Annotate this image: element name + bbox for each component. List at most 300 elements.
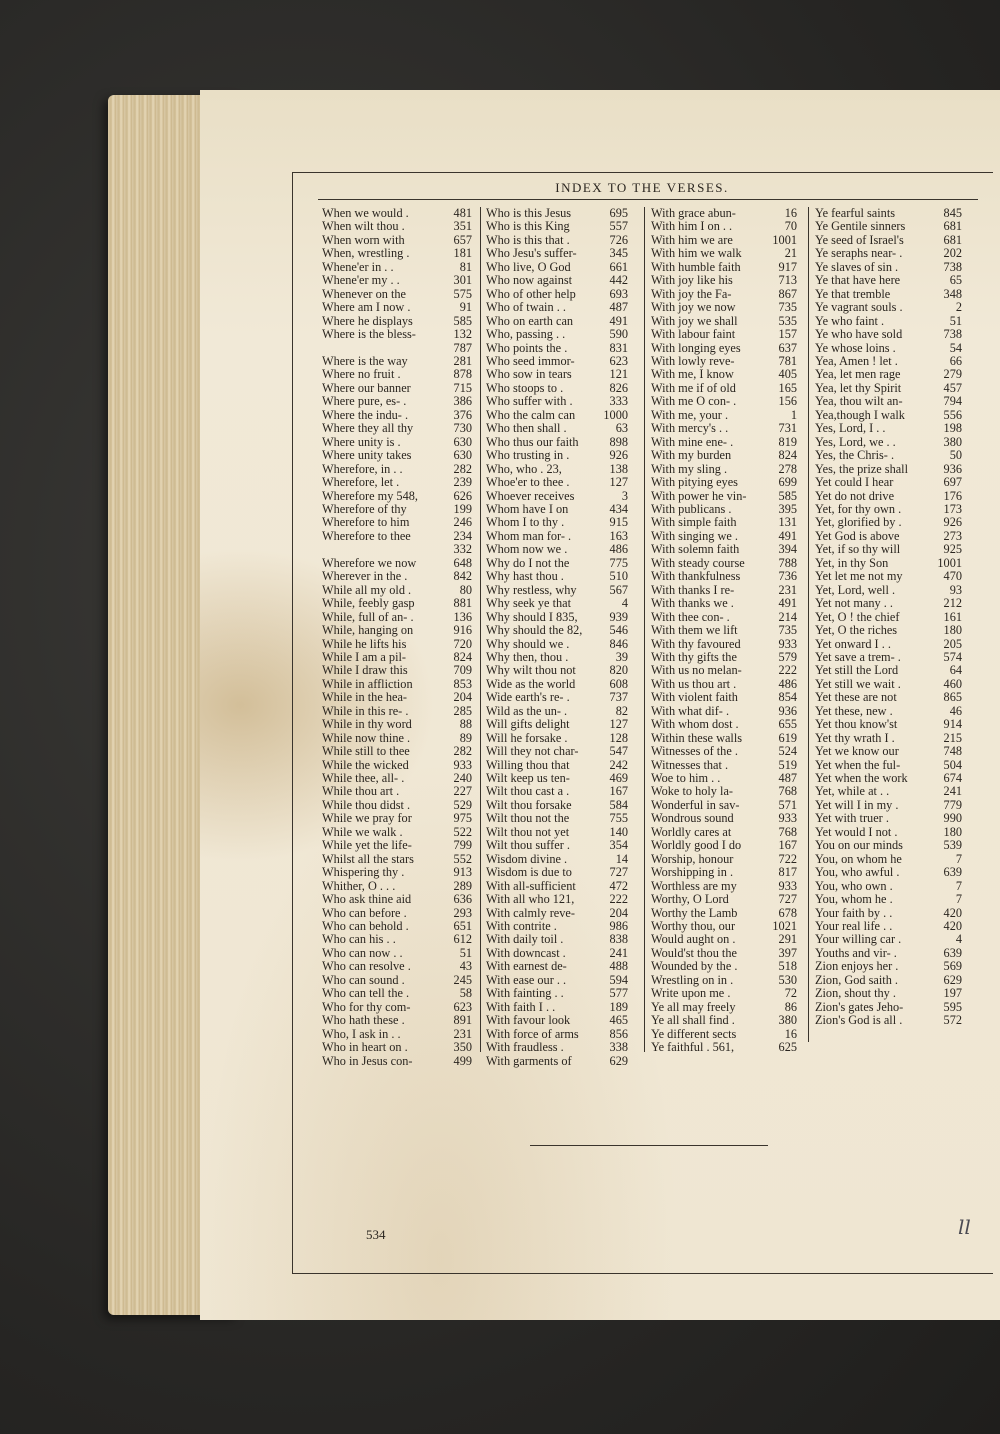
entry-number: 65: [949, 274, 962, 288]
entry-text: With us no melan-: [651, 664, 742, 678]
entry-number: 522: [453, 825, 472, 839]
entry-text: Write upon me .: [651, 987, 731, 1001]
entry-text: Worldly good I do: [651, 839, 742, 853]
entry-number: 1001: [772, 233, 797, 247]
index-entry: [815, 691, 962, 704]
entry-text: Whom now we .: [486, 543, 568, 557]
index-entry: [651, 624, 797, 637]
entry-text: With solemn faith: [651, 543, 740, 557]
entry-text: With violent faith: [651, 691, 738, 705]
entry-text: Ye seed of Israel's: [815, 233, 904, 247]
entry-number: 1000: [603, 408, 628, 422]
entry-number: 338: [609, 1041, 628, 1055]
entry-text: Yet, if so thy will: [815, 543, 901, 557]
entry-text: Yet with truer .: [815, 812, 889, 826]
entry-text: With thanks we .: [651, 597, 734, 611]
index-entry: [486, 288, 628, 301]
entry-number: 579: [778, 650, 797, 664]
index-entry: [486, 759, 628, 772]
entry-number: 161: [943, 610, 962, 624]
index-entry: [815, 987, 962, 1000]
index-entry: [815, 745, 962, 758]
entry-text: Yet, Lord, well .: [815, 583, 896, 597]
entry-text: With thy favoured: [651, 637, 741, 651]
entry-number: 469: [609, 772, 628, 786]
entry-number: 246: [453, 516, 472, 530]
entry-text: Whilst all the stars: [322, 852, 414, 866]
entry-number: 245: [453, 973, 472, 987]
entry-text: Who then shall .: [486, 422, 567, 436]
entry-number: 499: [453, 1054, 472, 1068]
pencil-mark: ll: [958, 1215, 971, 1239]
index-entry: [651, 974, 797, 987]
index-entry: [486, 920, 628, 933]
entry-number: 571: [778, 798, 797, 812]
entry-number: 612: [453, 933, 472, 947]
entry-text: Ye faithful . 561,: [651, 1041, 735, 1055]
index-entry: [322, 261, 472, 274]
index-entry: [651, 543, 797, 556]
index-column-2: [486, 207, 628, 1068]
index-entry: [322, 745, 472, 758]
index-entry: [486, 853, 628, 866]
index-entry: [651, 301, 797, 314]
entry-text: Why do I not the: [486, 556, 570, 570]
entry-number: 332: [453, 543, 472, 557]
entry-text: While now thine .: [322, 731, 411, 745]
entry-text: Yet, while at . .: [815, 785, 890, 799]
entry-number: 491: [778, 597, 797, 611]
entry-text: Worship, honour: [651, 852, 734, 866]
entry-text: Ye that tremble: [815, 287, 891, 301]
entry-number: 530: [778, 973, 797, 987]
entry-number: 735: [778, 624, 797, 638]
page-header: INDEX TO THE VERSES.: [555, 180, 729, 195]
entry-number: 242: [609, 758, 628, 772]
entry-text: Wherefore we now: [322, 556, 417, 570]
entry-text: With my burden: [651, 449, 732, 463]
entry-text: Who can before .: [322, 906, 407, 920]
entry-number: 21: [784, 247, 797, 261]
index-entry: [651, 516, 797, 529]
index-entry: [322, 220, 472, 233]
entry-number: 695: [609, 207, 628, 220]
index-entry: [815, 718, 962, 731]
index-entry: [486, 1028, 628, 1041]
entry-number: 131: [778, 516, 797, 530]
entry-number: 397: [778, 946, 797, 960]
entry-number: 198: [943, 422, 962, 436]
index-entry: [486, 436, 628, 449]
index-entry: [322, 288, 472, 301]
entry-number: 301: [453, 274, 472, 288]
entry-number: 524: [778, 745, 797, 759]
entry-text: Where pure, es- .: [322, 395, 407, 409]
index-entry: [815, 893, 962, 906]
index-entry: [322, 705, 472, 718]
entry-number: 291: [778, 933, 797, 947]
entry-number: 727: [778, 893, 797, 907]
index-entry: [815, 220, 962, 233]
entry-number: 136: [453, 610, 472, 624]
index-entry: [322, 759, 472, 772]
entry-text: Ye Gentile sinners: [815, 220, 906, 234]
entry-text: With daily toil .: [486, 933, 564, 947]
index-entry: [486, 234, 628, 247]
entry-text: Ye slaves of sin .: [815, 260, 899, 274]
index-entry: [322, 355, 472, 368]
entry-text: Worthy, O Lord: [651, 893, 729, 907]
entry-number: 165: [778, 381, 797, 395]
index-entry: [815, 880, 962, 893]
entry-number: 386: [453, 395, 472, 409]
index-entry: [322, 691, 472, 704]
entry-text: Yea, thou wilt an-: [815, 395, 903, 409]
index-entry: [486, 947, 628, 960]
entry-number: 70: [784, 220, 797, 234]
entry-text: Yes, the prize shall: [815, 462, 909, 476]
entry-number: 293: [453, 906, 472, 920]
index-entry: [322, 826, 472, 839]
index-entry: [651, 584, 797, 597]
entry-text: Woke to holy la-: [651, 785, 733, 799]
entry-number: 189: [609, 1000, 628, 1014]
entry-text: With joy we shall: [651, 314, 738, 328]
entry-text: Wilt thou suffer .: [486, 839, 570, 853]
entry-number: 794: [943, 395, 962, 409]
entry-number: 63: [615, 422, 628, 436]
entry-number: 738: [943, 328, 962, 342]
entry-number: 16: [784, 1027, 797, 1041]
index-entry: [322, 799, 472, 812]
entry-text: Yet these, new .: [815, 704, 893, 718]
entry-text: While yet the life-: [322, 839, 412, 853]
entry-text: With steady course: [651, 556, 745, 570]
entry-text: Zion, shout thy .: [815, 987, 896, 1001]
entry-text: Whene'er in . .: [322, 260, 394, 274]
entry-number: 651: [453, 920, 472, 934]
index-entry: [486, 557, 628, 570]
entry-number: 58: [459, 987, 472, 1001]
index-entry: [651, 785, 797, 798]
entry-text: Yes, Lord, I . .: [815, 422, 886, 436]
index-entry: [486, 651, 628, 664]
entry-text: Who the calm can: [486, 408, 576, 422]
entry-number: 720: [453, 637, 472, 651]
entry-text: Zion, God saith .: [815, 973, 898, 987]
entry-number: 678: [778, 906, 797, 920]
index-entry: [815, 355, 962, 368]
entry-text: When worn with: [322, 233, 405, 247]
entry-text: Wilt thou forsake: [486, 798, 572, 812]
entry-text: With him I on . .: [651, 220, 733, 234]
column-divider-3: [808, 207, 809, 1042]
index-entry: [815, 678, 962, 691]
index-entry: [322, 947, 472, 960]
entry-number: 546: [609, 624, 628, 638]
index-entry: [651, 234, 797, 247]
index-entry: [651, 718, 797, 731]
entry-number: 395: [778, 502, 797, 516]
entry-text: While, hanging on: [322, 624, 414, 638]
entry-text: Who live, O God: [486, 260, 571, 274]
entry-text: Ye fearful saints: [815, 207, 896, 220]
index-entry: [815, 705, 962, 718]
entry-text: Wonderful in sav-: [651, 798, 740, 812]
entry-text: With me, your .: [651, 408, 729, 422]
index-entry: [322, 638, 472, 651]
entry-text: With labour faint: [651, 328, 736, 342]
entry-number: 623: [453, 1000, 472, 1014]
entry-number: 39: [615, 650, 628, 664]
entry-number: 715: [453, 381, 472, 395]
entry-number: 914: [943, 718, 962, 732]
entry-number: 241: [609, 946, 628, 960]
entry-number: 51: [949, 314, 962, 328]
entry-number: 380: [778, 1014, 797, 1028]
entry-number: 629: [609, 1054, 628, 1068]
index-entry: [815, 960, 962, 973]
entry-number: 197: [943, 987, 962, 1001]
entry-text: Yet onward I . .: [815, 637, 891, 651]
index-entry: [486, 503, 628, 516]
entry-text: With grace abun-: [651, 207, 736, 220]
entry-number: 867: [778, 287, 797, 301]
index-entry: [486, 261, 628, 274]
entry-text: With joy we now: [651, 301, 736, 315]
entry-text: Yet, glorified by .: [815, 516, 902, 530]
entry-text: Yet when the ful-: [815, 758, 901, 772]
entry-number: 572: [943, 1014, 962, 1028]
entry-number: 222: [778, 664, 797, 678]
index-entry: [322, 1001, 472, 1014]
entry-text: Where our banner: [322, 381, 411, 395]
entry-number: 577: [609, 987, 628, 1001]
entry-text: Ye vagrant souls .: [815, 301, 903, 315]
index-entry: [651, 315, 797, 328]
entry-number: 127: [609, 718, 628, 732]
entry-number: 655: [778, 718, 797, 732]
index-entry: [815, 543, 962, 556]
index-entry: [815, 409, 962, 422]
index-entry: [651, 947, 797, 960]
entry-number: 926: [943, 516, 962, 530]
index-entry: [486, 907, 628, 920]
entry-number: 128: [609, 731, 628, 745]
entry-number: 817: [778, 866, 797, 880]
entry-number: 557: [609, 220, 628, 234]
entry-text: While thee, all- .: [322, 772, 405, 786]
index-entry: [815, 557, 962, 570]
index-entry: [815, 463, 962, 476]
entry-number: 348: [943, 287, 962, 301]
index-entry: [651, 920, 797, 933]
entry-number: 350: [453, 1041, 472, 1055]
index-entry: [322, 382, 472, 395]
entry-text: With me O con- .: [651, 395, 737, 409]
index-entry: [322, 1014, 472, 1027]
entry-number: 376: [453, 408, 472, 422]
index-entry: [651, 261, 797, 274]
entry-text: Yet thou know'st: [815, 718, 898, 732]
entry-text: Ye different sects: [651, 1027, 737, 1041]
index-entry: [486, 933, 628, 946]
entry-text: Yet, O ! the chief: [815, 610, 900, 624]
entry-number: 639: [943, 866, 962, 880]
index-entry: [486, 382, 628, 395]
index-entry: [486, 705, 628, 718]
entry-text: Yet still the Lord: [815, 664, 899, 678]
entry-text: With thee con- .: [651, 610, 730, 624]
entry-number: 81: [459, 260, 472, 274]
index-entry: [322, 476, 472, 489]
index-entry: [815, 530, 962, 543]
entry-number: 681: [943, 220, 962, 234]
entry-text: While we walk .: [322, 825, 403, 839]
entry-number: 163: [609, 529, 628, 543]
entry-text: You, who own .: [815, 879, 893, 893]
entry-number: 180: [943, 825, 962, 839]
index-entry: [486, 785, 628, 798]
entry-text: Whom I to thy .: [486, 516, 565, 530]
index-entry: [815, 772, 962, 785]
entry-text: Who, I ask in . .: [322, 1027, 401, 1041]
entry-text: Yet do not drive: [815, 489, 895, 503]
entry-number: 768: [778, 785, 797, 799]
entry-number: 916: [453, 624, 472, 638]
index-entry: [486, 624, 628, 637]
index-entry: [815, 799, 962, 812]
entry-text: Whoever receives: [486, 489, 575, 503]
entry-text: Willing thou that: [486, 758, 570, 772]
index-entry: [486, 826, 628, 839]
entry-number: 282: [453, 462, 472, 476]
entry-number: 54: [949, 341, 962, 355]
index-entry: [651, 638, 797, 651]
entry-number: 333: [609, 395, 628, 409]
index-entry: [322, 772, 472, 785]
entry-text: Whom have I on: [486, 502, 569, 516]
entry-number: 491: [778, 529, 797, 543]
entry-number: 46: [949, 704, 962, 718]
entry-number: 89: [459, 731, 472, 745]
entry-text: Wide earth's re- .: [486, 691, 570, 705]
entry-text: With earnest de-: [486, 960, 567, 974]
entry-number: 88: [459, 718, 472, 732]
entry-text: Ye seraphs near- .: [815, 247, 903, 261]
index-entry: [486, 1014, 628, 1027]
entry-text: Your real life . .: [815, 920, 893, 934]
entry-number: 925: [943, 543, 962, 557]
entry-number: 625: [778, 1041, 797, 1055]
index-entry: [486, 611, 628, 624]
entry-number: 768: [778, 825, 797, 839]
entry-text: Wherefore to thee: [322, 529, 411, 543]
entry-text: With all who 121,: [486, 893, 575, 907]
index-entry: [651, 987, 797, 1000]
entry-text: Who in heart on .: [322, 1041, 408, 1055]
entry-text: With force of arms: [486, 1027, 579, 1041]
entry-text: Yet God is above: [815, 529, 900, 543]
entry-number: 64: [949, 664, 962, 678]
entry-text: While, feebly gasp: [322, 597, 415, 611]
index-entry: [322, 449, 472, 462]
entry-number: 204: [609, 906, 628, 920]
index-entry: [651, 732, 797, 745]
entry-number: 788: [778, 556, 797, 570]
entry-text: Why hast thou .: [486, 570, 564, 584]
entry-number: 86: [784, 1000, 797, 1014]
entry-text: Who seed immor-: [486, 354, 575, 368]
entry-number: 222: [609, 893, 628, 907]
index-entry: [651, 853, 797, 866]
index-entry: [651, 960, 797, 973]
entry-text: Yet when the work: [815, 772, 908, 786]
entry-number: 781: [778, 354, 797, 368]
entry-text: With fainting . .: [486, 987, 564, 1001]
entry-number: 975: [453, 812, 472, 826]
index-entry: [651, 866, 797, 879]
index-entry: [815, 247, 962, 260]
entry-number: 936: [778, 704, 797, 718]
entry-text: Yea, let men rage: [815, 368, 901, 382]
index-entry: [486, 1055, 628, 1068]
entry-text: While in this re- .: [322, 704, 409, 718]
index-entry: [486, 960, 628, 973]
entry-number: 693: [609, 287, 628, 301]
index-entry: [651, 839, 797, 852]
entry-text: You, whom he .: [815, 893, 893, 907]
index-entry: [322, 651, 472, 664]
entry-text: Yet, in thy Son: [815, 556, 889, 570]
index-entry: [486, 584, 628, 597]
entry-text: Yet, O the riches: [815, 624, 898, 638]
entry-text: With all-sufficient: [486, 879, 576, 893]
index-entry: [815, 651, 962, 664]
entry-text: With thanks I re-: [651, 583, 735, 597]
index-entry: [651, 1041, 797, 1054]
entry-number: 629: [943, 973, 962, 987]
entry-text: Wherefore my 548,: [322, 489, 418, 503]
entry-text: With me, I know: [651, 368, 734, 382]
entry-text: Who now against: [486, 274, 573, 288]
entry-text: With fraudless .: [486, 1041, 564, 1055]
entry-number: 504: [943, 758, 962, 772]
index-entry: [486, 463, 628, 476]
index-entry: [486, 476, 628, 489]
entry-number: 681: [943, 233, 962, 247]
entry-text: Who can sound .: [322, 973, 405, 987]
index-entry: [651, 664, 797, 677]
index-entry: [486, 490, 628, 503]
entry-text: While still to thee: [322, 745, 410, 759]
index-entry: [486, 355, 628, 368]
entry-text: With calmly reve-: [486, 906, 575, 920]
entry-text: Your faith by . .: [815, 906, 893, 920]
entry-number: 648: [453, 556, 472, 570]
index-entry: [322, 839, 472, 852]
index-entry: [651, 570, 797, 583]
entry-text: Who of other help: [486, 287, 576, 301]
index-entry: [486, 1041, 628, 1054]
index-entry: [815, 826, 962, 839]
index-entry: [322, 490, 472, 503]
entry-number: 240: [453, 772, 472, 786]
entry-number: 14: [615, 852, 628, 866]
entry-text: When, wrestling .: [322, 247, 410, 261]
entry-text: With joy the Fa-: [651, 287, 732, 301]
index-entry: [651, 907, 797, 920]
